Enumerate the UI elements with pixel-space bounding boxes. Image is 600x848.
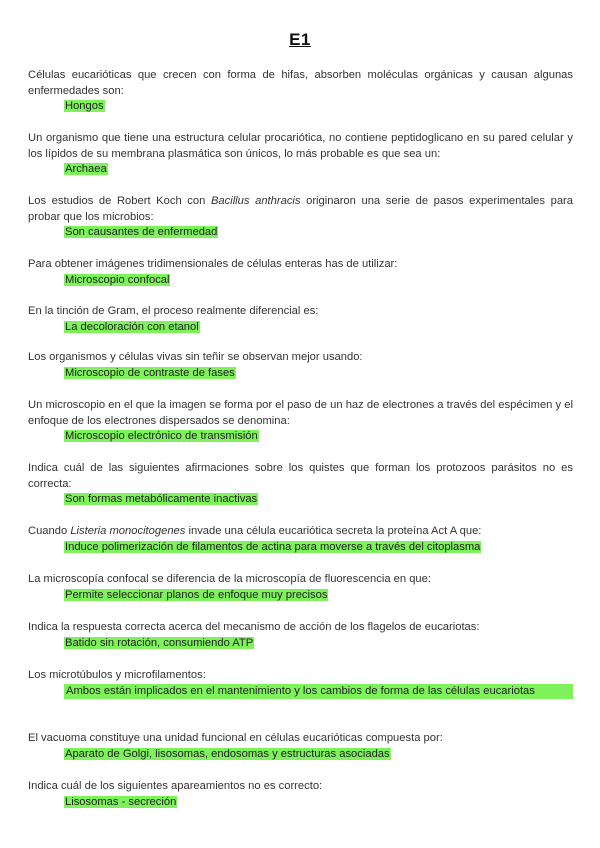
question-text: Un microscopio en el que la imagen se forma por el paso de un haz de electrones a través del espécimen y el enfoque de los electrones dispersados se denomina:	[28, 399, 573, 427]
question-item-14	[28, 779, 573, 819]
question-text: Un organismo que tiene una estructura celular procariótica, no contiene peptidoglicano en su pared celular y los lípidos de su membrana plasmática son únicos, lo más probable es que sea un:	[28, 132, 573, 160]
question-item-13	[28, 731, 573, 779]
answer-highlight: Microscopio confocal	[65, 273, 170, 286]
question-item-3	[28, 194, 573, 257]
answer-highlight: Ambos están implicados en el mantenimiento y los cambios de forma de las células eucariotas	[64, 684, 573, 699]
question-text: Los microtúbulos y microfilamentos:	[28, 669, 206, 681]
answer-highlight: Son causantes de enfermedad	[65, 226, 218, 238]
question-item-1	[28, 68, 573, 131]
question-item-9	[28, 524, 573, 572]
question-text: Indica la respuesta correcta acerca del mecanismo de acción de los flagelos de eucariotas:	[28, 621, 480, 633]
question-text: Los estudios de Robert Koch con Bacillus anthracis originaron una serie de pasos experimentales para probar que los microbios:	[28, 195, 573, 223]
answer-highlight: Permite seleccionar planos de enfoque muy precisos	[65, 588, 328, 601]
question-text: La microscopía confocal se diferencia de la microscopía de fluorescencia en que:	[28, 573, 431, 585]
question-text: En la tinción de Gram, el proceso realmente diferencial es:	[28, 305, 319, 317]
question-text: Cuando Listeria monocitogenes invade una célula eucariótica secreta la proteína Act A que:	[28, 525, 482, 537]
answer-highlight: Archaea	[65, 163, 107, 175]
question-item-11	[28, 620, 573, 668]
answer-highlight: Batido sin rotación, consumiendo ATP	[65, 636, 254, 649]
answer-highlight: Microscopio electrónico de transmisión	[65, 430, 258, 442]
question-text: Los organismos y células vivas sin teñir se observan mejor usando:	[28, 351, 363, 363]
answer-highlight: Aparato de Golgi, lisosomas, endosomas y estructuras asociadas	[65, 747, 390, 760]
page-title: E1	[289, 30, 311, 49]
question-item-6	[28, 350, 573, 398]
question-item-8	[28, 461, 573, 524]
question-item-2	[28, 131, 573, 194]
question-text: Para obtener imágenes tridimensionales de células enteras has de utilizar:	[28, 258, 398, 270]
answer-highlight: La decoloración con etanol	[65, 320, 199, 333]
question-item-10	[28, 572, 573, 620]
answer-highlight: Son formas metabólicamente inactivas	[65, 493, 258, 505]
answer-highlight: Microscopio de contraste de fases	[65, 366, 235, 379]
answer-highlight: Lisosomas - secreción	[65, 795, 177, 808]
question-text: Indica cuál de las siguientes afirmaciones sobre los quistes que forman los protozoos parásitos no es correcta:	[28, 462, 573, 490]
question-item-7	[28, 398, 573, 461]
question-text: El vacuoma constituye una unidad funcional en células eucarióticas compuesta por:	[28, 732, 443, 744]
question-item-5	[28, 304, 573, 350]
question-item-4	[28, 257, 573, 304]
answer-highlight: Hongos	[65, 100, 104, 112]
question-list	[28, 68, 573, 819]
answer-highlight: Induce polimerización de filamentos de actina para moverse a través del citoplasma	[65, 540, 481, 553]
question-text: Células eucarióticas que crecen con forma de hifas, absorben moléculas orgánicas y causan algunas enfermedades son:	[28, 69, 573, 97]
question-item-12	[28, 668, 573, 731]
question-text: Indica cuál de los siguientes apareamientos no es correcto:	[28, 780, 323, 792]
